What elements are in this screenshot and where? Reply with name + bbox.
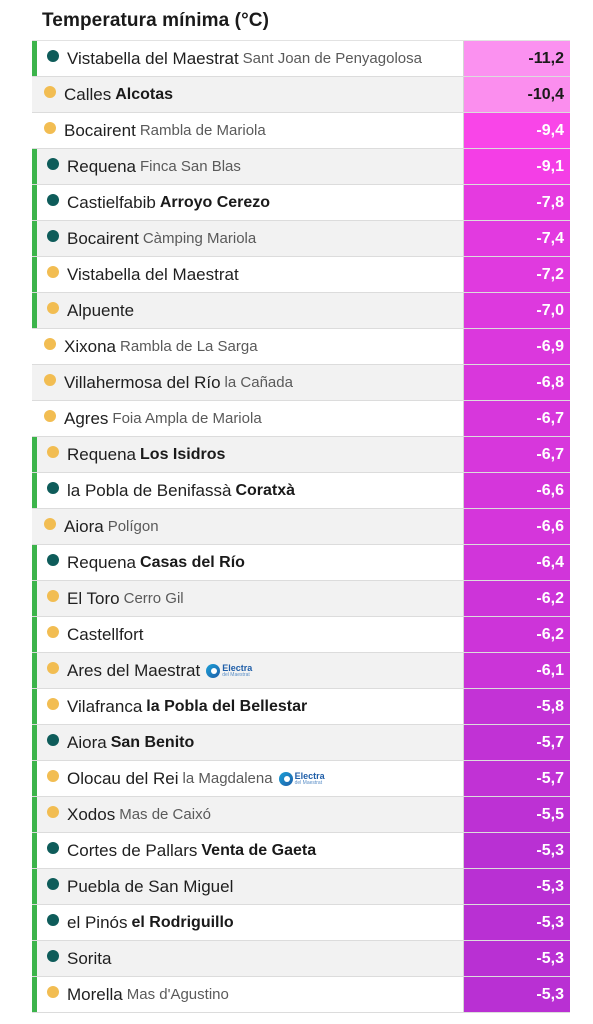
station-type-yellow-dot-icon (47, 626, 59, 638)
station-location: Coratxà (235, 481, 296, 499)
station-type-yellow-dot-icon (47, 590, 59, 602)
station-name: Vistabella del Maestrat (67, 264, 239, 284)
temperature-value: -7,0 (464, 293, 570, 328)
station-cell (32, 113, 464, 148)
station-cell (32, 293, 464, 328)
station-cell (32, 149, 464, 184)
temperature-value: -5,7 (464, 725, 570, 760)
station-location: Mas d'Agustino (126, 986, 229, 1003)
table-row[interactable] (32, 797, 570, 833)
station-location: la Pobla del Bellestar (146, 697, 308, 715)
station-cell (32, 617, 464, 652)
station-name: Puebla de San Miguel (67, 876, 234, 896)
table-row[interactable] (32, 365, 570, 401)
station-type-teal-dot-icon (47, 50, 59, 62)
table-row[interactable] (32, 329, 570, 365)
station-type-teal-dot-icon (47, 554, 59, 566)
station-name: Xixona (64, 336, 116, 356)
station-name: Xodos (67, 804, 116, 824)
temperature-value: -6,9 (464, 329, 570, 364)
temperature-value: -7,4 (464, 221, 570, 256)
station-name: Morella (67, 984, 123, 1004)
table-row[interactable] (32, 221, 570, 257)
table-row[interactable] (32, 257, 570, 293)
station-name: Cortes de Pallars (67, 840, 198, 860)
station-cell (32, 725, 464, 760)
station-name: Bocairent (64, 120, 136, 140)
station-location: Casas del Río (140, 553, 245, 571)
station-name: la Pobla de Benifassà (67, 480, 232, 500)
table-row[interactable] (32, 401, 570, 437)
table-row[interactable] (32, 437, 570, 473)
temperature-value: -6,8 (464, 365, 570, 400)
station-cell (32, 221, 464, 256)
station-name: Agres (64, 408, 109, 428)
table-row[interactable] (32, 653, 570, 689)
temperature-value: -6,7 (464, 401, 570, 436)
station-cell (32, 797, 464, 832)
station-type-yellow-dot-icon (47, 302, 59, 314)
table-row[interactable] (32, 581, 570, 617)
station-name: Castellfort (67, 624, 144, 644)
station-type-teal-dot-icon (47, 914, 59, 926)
table-row[interactable] (32, 149, 570, 185)
table-row[interactable] (32, 689, 570, 725)
station-cell (32, 401, 464, 436)
temperature-value: -5,3 (464, 833, 570, 868)
station-name: Sorita (67, 948, 112, 968)
station-cell (32, 473, 464, 508)
station-type-yellow-dot-icon (44, 374, 56, 386)
temperature-value: -6,6 (464, 509, 570, 544)
station-location: el Rodriguillo (131, 913, 234, 931)
station-name: Alpuente (67, 300, 135, 320)
station-name: Aiora (67, 732, 107, 752)
station-name: Vilafranca (67, 696, 143, 716)
station-location: Càmping Mariola (142, 230, 257, 247)
temperature-value: -9,1 (464, 149, 570, 184)
station-location: Los Isidros (140, 445, 226, 463)
station-location: Sant Joan de Penyagolosa (242, 50, 422, 67)
temperature-value: -5,3 (464, 941, 570, 976)
table-title: Temperatura mínima (°C) (42, 10, 270, 31)
station-type-yellow-dot-icon (47, 770, 59, 782)
station-name: el Pinós (67, 912, 128, 932)
station-name: Villahermosa del Río (64, 372, 221, 392)
station-cell (32, 653, 464, 688)
station-type-yellow-dot-icon (47, 698, 59, 710)
station-type-teal-dot-icon (47, 842, 59, 854)
station-name: Requena (67, 552, 137, 572)
station-cell (32, 365, 464, 400)
table-row[interactable] (32, 509, 570, 545)
temperature-value: -11,2 (464, 41, 570, 76)
table-row[interactable] (32, 113, 570, 149)
station-type-yellow-dot-icon (47, 806, 59, 818)
station-location: Arroyo Cerezo (159, 193, 271, 211)
station-cell (32, 869, 464, 904)
station-type-teal-dot-icon (47, 950, 59, 962)
table-row[interactable] (32, 77, 570, 113)
station-type-teal-dot-icon (47, 194, 59, 206)
table-row[interactable] (32, 617, 570, 653)
electra-logo-icon: Electra del Maestrat (279, 772, 325, 786)
station-type-yellow-dot-icon (44, 518, 56, 530)
station-location: San Benito (110, 733, 195, 751)
table-row[interactable] (32, 941, 570, 977)
station-location: Rambla de La Sarga (119, 338, 258, 355)
temperature-value: -5,3 (464, 977, 570, 1012)
table-row[interactable] (32, 293, 570, 329)
temperature-table (32, 40, 570, 1013)
station-cell (32, 761, 464, 796)
station-cell (32, 941, 464, 976)
station-type-teal-dot-icon (47, 482, 59, 494)
table-row[interactable] (32, 545, 570, 581)
station-location: Finca San Blas (140, 158, 241, 175)
station-location: Rambla de Mariola (139, 122, 266, 139)
station-location: Alcotas (115, 85, 174, 103)
station-type-teal-dot-icon (47, 878, 59, 890)
table-row[interactable] (32, 41, 570, 77)
electra-logo-icon: Electra del Maestrat (206, 664, 252, 678)
temperature-value: -6,1 (464, 653, 570, 688)
station-cell (32, 977, 464, 1012)
temperature-value: -7,2 (464, 257, 570, 292)
table-row[interactable] (32, 833, 570, 869)
station-cell (32, 329, 464, 364)
station-cell (32, 905, 464, 940)
temperature-value: -10,4 (464, 77, 570, 112)
station-cell (32, 509, 464, 544)
station-location: Venta de Gaeta (201, 841, 317, 859)
temperature-value: -5,3 (464, 905, 570, 940)
station-location: Mas de Caixó (119, 806, 211, 823)
table-row[interactable] (32, 185, 570, 221)
station-type-yellow-dot-icon (47, 266, 59, 278)
station-type-teal-dot-icon (47, 230, 59, 242)
station-type-teal-dot-icon (47, 158, 59, 170)
station-location: Cerro Gil (123, 590, 184, 607)
station-type-yellow-dot-icon (44, 122, 56, 134)
station-cell (32, 257, 464, 292)
temperature-value: -7,8 (464, 185, 570, 220)
station-cell (32, 185, 464, 220)
station-location: la Cañada (224, 374, 293, 391)
station-location: la Magdalena (182, 770, 273, 787)
table-row[interactable] (32, 761, 570, 797)
temperature-value: -5,7 (464, 761, 570, 796)
station-type-yellow-dot-icon (47, 986, 59, 998)
station-name: Calles (64, 84, 112, 104)
station-type-yellow-dot-icon (47, 662, 59, 674)
station-name: Bocairent (67, 228, 139, 248)
table-row[interactable] (32, 905, 570, 941)
station-type-yellow-dot-icon (44, 86, 56, 98)
temperature-value: -6,2 (464, 617, 570, 652)
station-name: Castielfabib (67, 192, 156, 212)
temperature-value: -6,7 (464, 437, 570, 472)
station-name: Ares del Maestrat (67, 660, 201, 680)
station-name: Olocau del Rei (67, 768, 179, 788)
temperature-value: -5,8 (464, 689, 570, 724)
station-cell (32, 545, 464, 580)
station-cell (32, 689, 464, 724)
table-row[interactable] (32, 473, 570, 509)
table-row[interactable] (32, 869, 570, 905)
temperature-value: -6,6 (464, 473, 570, 508)
station-cell (32, 437, 464, 472)
station-location: Polígon (107, 518, 159, 535)
station-type-teal-dot-icon (47, 734, 59, 746)
station-type-yellow-dot-icon (47, 446, 59, 458)
table-row[interactable] (32, 725, 570, 761)
station-name: Vistabella del Maestrat (67, 48, 239, 68)
temperature-value: -5,3 (464, 869, 570, 904)
temperature-value: -5,5 (464, 797, 570, 832)
station-cell (32, 833, 464, 868)
station-name: Aiora (64, 516, 104, 536)
station-location: Foia Ampla de Mariola (112, 410, 262, 427)
station-cell (32, 41, 464, 76)
station-cell (32, 77, 464, 112)
station-name: El Toro (67, 588, 120, 608)
station-name: Requena (67, 444, 137, 464)
station-name: Requena (67, 156, 137, 176)
temperature-value: -6,2 (464, 581, 570, 616)
temperature-value: -6,4 (464, 545, 570, 580)
station-type-yellow-dot-icon (44, 410, 56, 422)
temperature-value: -9,4 (464, 113, 570, 148)
station-cell (32, 581, 464, 616)
station-type-yellow-dot-icon (44, 338, 56, 350)
table-row[interactable] (32, 977, 570, 1013)
